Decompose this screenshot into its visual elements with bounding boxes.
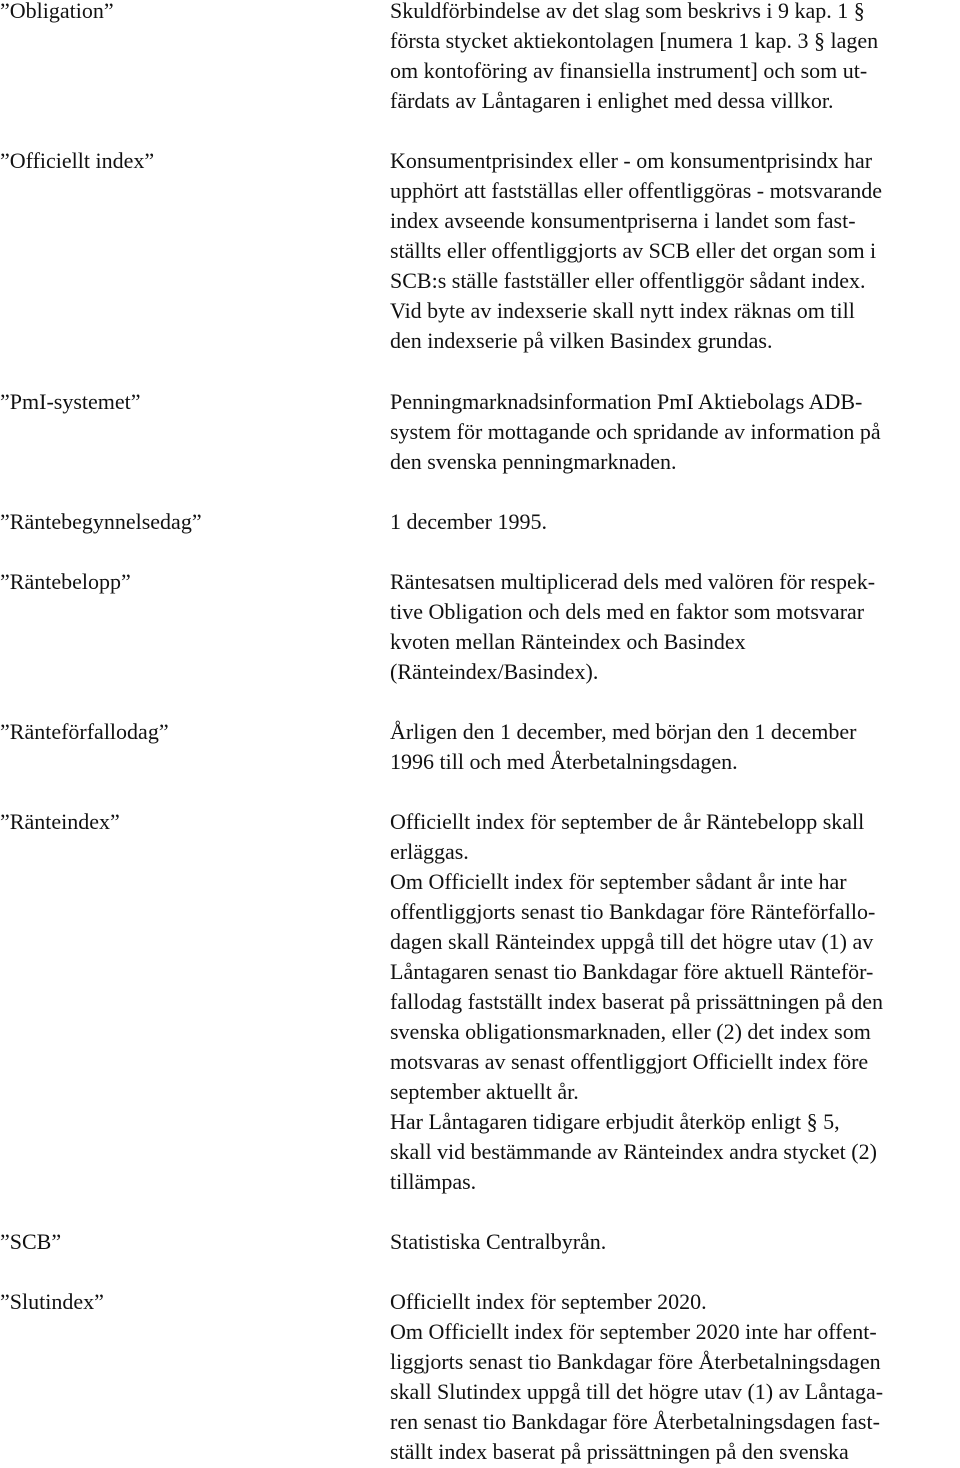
definition-line: skall Slutindex uppgå till det högre utav (1) av Låntaga- xyxy=(390,1379,884,1404)
definition-line: 1996 till och med Återbetalningsdagen. xyxy=(390,749,738,774)
definition-line: Låntagaren senast tio Bankdagar före aktuell Ränteför- xyxy=(390,959,874,984)
definition-line: den svenska penningmarknaden. xyxy=(390,449,677,474)
term-rantebegynnelsedag: ”Räntebegynnelsedag” xyxy=(0,509,202,534)
definition-line: Om Officiellt index för september 2020 inte har offent- xyxy=(390,1319,877,1344)
definition-line: Räntesatsen multiplicerad dels med valören för respek- xyxy=(390,569,876,594)
definition-ranteforfallodag xyxy=(390,717,960,777)
definition-line: första stycket aktiekontolagen [numera 1 kap. 3 § lagen xyxy=(390,28,879,53)
definition-line: färdats av Låntagaren i enlighet med dessa villkor. xyxy=(390,88,834,113)
definition-line: Officiellt index för september 2020. xyxy=(390,1289,707,1314)
definition-line: om kontoföring av finansiella instrument] och som ut- xyxy=(390,58,868,83)
definition-line: liggjorts senast tio Bankdagar före Återbetalningsdagen xyxy=(390,1349,881,1374)
term-scb: ”SCB” xyxy=(0,1229,62,1254)
definition-ranteindex xyxy=(390,807,960,1197)
definition-line: tillämpas. xyxy=(390,1169,477,1194)
definition-line: erläggas. xyxy=(390,839,469,864)
definition-line: 1 december 1995. xyxy=(390,509,547,534)
definition-pmi-systemet xyxy=(390,387,960,477)
definition-rantebegynnelsedag xyxy=(390,507,960,537)
definition-line: ren senast tio Bankdagar före Återbetalningsdagen fast- xyxy=(390,1409,880,1434)
definition-line: ställt index baserat på prissättningen på den svenska xyxy=(390,1439,849,1464)
definition-line: SCB:s ställe fastställer eller offentliggör sådant index. xyxy=(390,268,866,293)
term-pmi-systemet: ”PmI-systemet” xyxy=(0,389,141,414)
definition-line: kvoten mellan Ränteindex och Basindex xyxy=(390,629,746,654)
definition-line: fallodag fastställt index baserat på prissättningen på den xyxy=(390,989,884,1014)
definition-line: den indexserie på vilken Basindex grundas. xyxy=(390,328,773,353)
definition-line: svenska obligationsmarknaden, eller (2) det index som xyxy=(390,1019,871,1044)
term-rantebelopp: ”Räntebelopp” xyxy=(0,569,131,594)
term-officiellt-index: ”Officiellt index” xyxy=(0,148,155,173)
definition-line: Statistiska Centralbyrån. xyxy=(390,1229,607,1254)
definition-line: upphört att fastställas eller offentliggöras - motsvarande xyxy=(390,178,883,203)
term-ranteforfallodag: ”Ränteförfallodag” xyxy=(0,719,169,744)
definition-line: Årligen den 1 december, med början den 1 december xyxy=(390,719,857,744)
definition-line: offentliggjorts senast tio Bankdagar före Ränteförfallo- xyxy=(390,899,876,924)
definition-line: ställts eller offentliggjorts av SCB eller det organ som i xyxy=(390,238,877,263)
definition-line: Vid byte av indexserie skall nytt index räknas om till xyxy=(390,298,855,323)
term-slutindex: ”Slutindex” xyxy=(0,1289,104,1314)
definition-line: Konsumentprisindex eller - om konsumentprisindx har xyxy=(390,148,873,173)
definition-line: (Ränteindex/Basindex). xyxy=(390,659,599,684)
definition-line: september aktuellt år. xyxy=(390,1079,579,1104)
definition-line: Penningmarknadsinformation PmI Aktiebolags ADB- xyxy=(390,389,863,414)
definition-obligation xyxy=(390,0,960,116)
definition-line: tive Obligation och dels med en faktor som motsvarar xyxy=(390,599,865,624)
definition-rantebelopp xyxy=(390,567,960,687)
definition-line: Officiellt index för september de år Räntebelopp skall xyxy=(390,809,865,834)
term-ranteindex: ”Ränteindex” xyxy=(0,809,120,834)
definition-line: motsvaras av senast offentliggjort Officiellt index före xyxy=(390,1049,869,1074)
definition-scb xyxy=(390,1227,960,1257)
term-obligation: ”Obligation” xyxy=(0,0,114,23)
definition-line: Skuldförbindelse av det slag som beskrivs i 9 kap. 1 § xyxy=(390,0,865,23)
definition-line: Om Officiellt index för september sådant år inte har xyxy=(390,869,847,894)
definition-officiellt-index xyxy=(390,146,960,356)
definition-line: system för mottagande och spridande av information på xyxy=(390,419,881,444)
definition-line: Har Låntagaren tidigare erbjudit återköp enligt § 5, xyxy=(390,1109,840,1134)
definition-slutindex xyxy=(390,1287,960,1467)
definition-line: dagen skall Ränteindex uppgå till det högre utav (1) av xyxy=(390,929,874,954)
definition-line: index avseende konsumentpriserna i landet som fast- xyxy=(390,208,856,233)
definition-line: skall vid bestämmande av Ränteindex andra stycket (2) xyxy=(390,1139,877,1164)
